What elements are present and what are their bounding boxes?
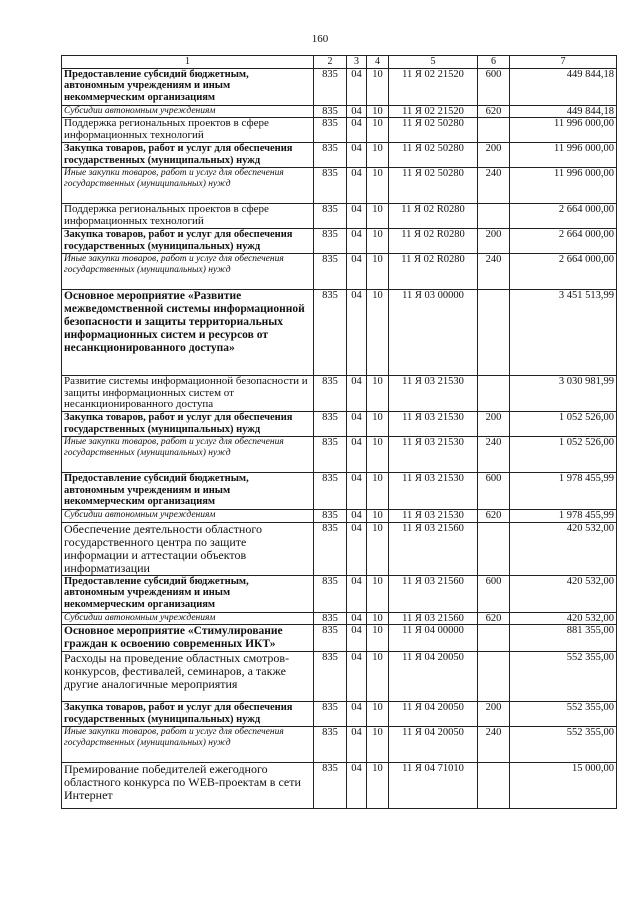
row-col-6: 600 <box>478 473 510 510</box>
row-col-2: 835 <box>314 168 347 204</box>
row-amount: 420 532,00 <box>510 522 617 575</box>
row-col-2: 835 <box>314 510 347 523</box>
row-col-4: 10 <box>367 763 389 809</box>
row-col-4: 10 <box>367 168 389 204</box>
row-name: Предоставление субсидий бюджетным, автономным учреждениям и иным некоммерческим организациям <box>62 575 314 612</box>
row-col-3: 04 <box>347 290 367 376</box>
row-col-5: 11 Я 04 00000 <box>389 625 478 652</box>
row-col-5: 11 Я 02 50280 <box>389 143 478 168</box>
row-name: Предоставление субсидий бюджетным, автономным учреждениям и иным некоммерческим организациям <box>62 473 314 510</box>
table-row <box>62 473 617 510</box>
row-col-2: 835 <box>314 522 347 575</box>
row-col-4: 10 <box>367 510 389 523</box>
row-col-5: 11 Я 03 21560 <box>389 612 478 625</box>
table-row <box>62 118 617 143</box>
row-col-6: 200 <box>478 229 510 254</box>
row-col-4: 10 <box>367 652 389 702</box>
row-col-2: 835 <box>314 612 347 625</box>
row-name: Иные закупки товаров, работ и услуг для обеспечения государственных (муниципальных) нужд <box>62 168 314 204</box>
row-amount: 552 355,00 <box>510 727 617 763</box>
row-amount: 420 532,00 <box>510 612 617 625</box>
row-col-2: 835 <box>314 412 347 437</box>
row-name: Субсидии автономным учреждениям <box>62 105 314 118</box>
row-amount: 15 000,00 <box>510 763 617 809</box>
row-col-4: 10 <box>367 612 389 625</box>
row-col-2: 835 <box>314 105 347 118</box>
row-col-5: 11 Я 03 21530 <box>389 437 478 473</box>
row-col-6: 620 <box>478 612 510 625</box>
header-col-1: 1 <box>62 56 314 69</box>
row-col-3: 04 <box>347 702 367 727</box>
table-row <box>62 702 617 727</box>
row-amount: 881 355,00 <box>510 625 617 652</box>
row-col-3: 04 <box>347 612 367 625</box>
row-col-5: 11 Я 04 20050 <box>389 727 478 763</box>
row-col-3: 04 <box>347 143 367 168</box>
row-col-2: 835 <box>314 625 347 652</box>
row-amount: 2 664 000,00 <box>510 229 617 254</box>
row-name: Поддержка региональных проектов в сфере информационных технологий <box>62 204 314 229</box>
row-col-3: 04 <box>347 168 367 204</box>
row-col-3: 04 <box>347 652 367 702</box>
row-col-6: 200 <box>478 143 510 168</box>
header-col-6: 6 <box>478 56 510 69</box>
row-col-5: 11 Я 04 20050 <box>389 652 478 702</box>
row-col-4: 10 <box>367 290 389 376</box>
header-col-5: 5 <box>389 56 478 69</box>
table-row <box>62 204 617 229</box>
header-col-4: 4 <box>367 56 389 69</box>
row-col-4: 10 <box>367 625 389 652</box>
row-name: Иные закупки товаров, работ и услуг для обеспечения государственных (муниципальных) нужд <box>62 727 314 763</box>
header-row <box>62 56 617 69</box>
row-col-3: 04 <box>347 625 367 652</box>
row-col-6: 200 <box>478 702 510 727</box>
table-row <box>62 68 617 105</box>
row-col-3: 04 <box>347 254 367 290</box>
row-col-5: 11 Я 04 71010 <box>389 763 478 809</box>
row-col-3: 04 <box>347 522 367 575</box>
row-col-2: 835 <box>314 204 347 229</box>
row-col-2: 835 <box>314 702 347 727</box>
row-col-4: 10 <box>367 522 389 575</box>
row-col-6 <box>478 290 510 376</box>
row-col-5: 11 Я 03 21530 <box>389 376 478 412</box>
row-name: Иные закупки товаров, работ и услуг для обеспечения государственных (муниципальных) нужд <box>62 437 314 473</box>
row-col-3: 04 <box>347 575 367 612</box>
table-row <box>62 625 617 652</box>
row-amount: 1 978 455,99 <box>510 473 617 510</box>
row-col-6: 600 <box>478 575 510 612</box>
table-row <box>62 575 617 612</box>
table-row <box>62 652 617 702</box>
row-col-2: 835 <box>314 652 347 702</box>
row-amount: 1 978 455,99 <box>510 510 617 523</box>
table-row <box>62 229 617 254</box>
row-amount: 552 355,00 <box>510 702 617 727</box>
row-col-6 <box>478 522 510 575</box>
row-col-6 <box>478 204 510 229</box>
row-col-5: 11 Я 02 R0280 <box>389 204 478 229</box>
table-row <box>62 727 617 763</box>
row-col-3: 04 <box>347 118 367 143</box>
row-col-3: 04 <box>347 204 367 229</box>
row-col-3: 04 <box>347 510 367 523</box>
row-col-6: 620 <box>478 105 510 118</box>
row-col-4: 10 <box>367 437 389 473</box>
row-col-6: 200 <box>478 412 510 437</box>
row-col-5: 11 Я 03 21530 <box>389 412 478 437</box>
row-col-2: 835 <box>314 727 347 763</box>
table-row <box>62 763 617 809</box>
budget-table <box>61 55 617 809</box>
row-name: Иные закупки товаров, работ и услуг для обеспечения государственных (муниципальных) нужд <box>62 254 314 290</box>
row-col-6 <box>478 763 510 809</box>
row-col-4: 10 <box>367 412 389 437</box>
row-amount: 1 052 526,00 <box>510 412 617 437</box>
row-col-6 <box>478 652 510 702</box>
row-amount: 11 996 000,00 <box>510 118 617 143</box>
row-amount: 11 996 000,00 <box>510 143 617 168</box>
table-row <box>62 254 617 290</box>
row-col-4: 10 <box>367 105 389 118</box>
row-amount: 420 532,00 <box>510 575 617 612</box>
row-col-6: 620 <box>478 510 510 523</box>
row-col-3: 04 <box>347 473 367 510</box>
row-col-6 <box>478 118 510 143</box>
row-col-2: 835 <box>314 290 347 376</box>
row-name: Закупка товаров, работ и услуг для обеспечения государственных (муниципальных) нужд <box>62 702 314 727</box>
row-col-4: 10 <box>367 143 389 168</box>
table-row <box>62 412 617 437</box>
table-row <box>62 612 617 625</box>
row-name: Предоставление субсидий бюджетным, автономным учреждениям и иным некоммерческим организациям <box>62 68 314 105</box>
table-row <box>62 522 617 575</box>
row-col-5: 11 Я 02 R0280 <box>389 254 478 290</box>
table-row <box>62 510 617 523</box>
table-row <box>62 105 617 118</box>
row-name: Субсидии автономным учреждениям <box>62 510 314 523</box>
row-name: Закупка товаров, работ и услуг для обеспечения государственных (муниципальных) нужд <box>62 229 314 254</box>
row-col-2: 835 <box>314 118 347 143</box>
row-col-3: 04 <box>347 437 367 473</box>
row-col-3: 04 <box>347 376 367 412</box>
row-col-4: 10 <box>367 229 389 254</box>
row-col-3: 04 <box>347 229 367 254</box>
header-col-3: 3 <box>347 56 367 69</box>
row-name: Расходы на проведение областных смотров-конкурсов, фестивалей, семинаров, а также другие аналогичные мероприятия <box>62 652 314 702</box>
row-col-6 <box>478 376 510 412</box>
row-col-2: 835 <box>314 575 347 612</box>
row-name: Субсидии автономным учреждениям <box>62 612 314 625</box>
row-col-5: 11 Я 03 21560 <box>389 522 478 575</box>
row-col-3: 04 <box>347 68 367 105</box>
row-col-4: 10 <box>367 702 389 727</box>
table-row <box>62 143 617 168</box>
row-amount: 11 996 000,00 <box>510 168 617 204</box>
row-name: Закупка товаров, работ и услуг для обеспечения государственных (муниципальных) нужд <box>62 143 314 168</box>
row-col-2: 835 <box>314 473 347 510</box>
row-col-4: 10 <box>367 68 389 105</box>
row-col-5: 11 Я 03 21560 <box>389 575 478 612</box>
page-number: 160 <box>311 33 329 45</box>
table-row <box>62 437 617 473</box>
row-col-5: 11 Я 03 21530 <box>389 510 478 523</box>
row-col-2: 835 <box>314 229 347 254</box>
row-col-3: 04 <box>347 763 367 809</box>
row-amount: 3 451 513,99 <box>510 290 617 376</box>
row-name: Основное мероприятие «Развитие межведомственной системы информационной безопасности и защиты территориальных информационных систем и ресурсов от несанкционированного доступа» <box>62 290 314 376</box>
row-col-5: 11 Я 02 50280 <box>389 118 478 143</box>
row-amount: 2 664 000,00 <box>510 204 617 229</box>
row-col-5: 11 Я 03 21530 <box>389 473 478 510</box>
row-name: Развитие системы информационной безопасности и защиты информационных систем от несанкционированного доступа <box>62 376 314 412</box>
row-name: Премирование победителей ежегодного областного конкурса по WEB-проектам в сети Интернет <box>62 763 314 809</box>
header-col-2: 2 <box>314 56 347 69</box>
row-col-4: 10 <box>367 118 389 143</box>
row-name: Обеспечение деятельности областного государственного центра по защите информации и аттестации объектов информатизации <box>62 522 314 575</box>
row-col-6: 240 <box>478 727 510 763</box>
row-col-4: 10 <box>367 575 389 612</box>
row-col-6: 240 <box>478 437 510 473</box>
row-amount: 2 664 000,00 <box>510 254 617 290</box>
row-name: Закупка товаров, работ и услуг для обеспечения государственных (муниципальных) нужд <box>62 412 314 437</box>
row-col-6 <box>478 625 510 652</box>
row-amount: 1 052 526,00 <box>510 437 617 473</box>
row-col-5: 11 Я 03 00000 <box>389 290 478 376</box>
row-col-3: 04 <box>347 105 367 118</box>
row-col-5: 11 Я 02 R0280 <box>389 229 478 254</box>
row-col-5: 11 Я 04 20050 <box>389 702 478 727</box>
row-amount: 552 355,00 <box>510 652 617 702</box>
row-col-6: 240 <box>478 254 510 290</box>
row-col-4: 10 <box>367 376 389 412</box>
header-col-7: 7 <box>510 56 617 69</box>
row-col-4: 10 <box>367 254 389 290</box>
row-col-6: 600 <box>478 68 510 105</box>
row-col-4: 10 <box>367 473 389 510</box>
row-col-6: 240 <box>478 168 510 204</box>
row-col-2: 835 <box>314 143 347 168</box>
row-amount: 449 844,18 <box>510 105 617 118</box>
row-col-3: 04 <box>347 412 367 437</box>
row-amount: 3 030 981,99 <box>510 376 617 412</box>
row-col-2: 835 <box>314 376 347 412</box>
row-col-2: 835 <box>314 254 347 290</box>
table-row <box>62 376 617 412</box>
row-amount: 449 844,18 <box>510 68 617 105</box>
row-name: Поддержка региональных проектов в сфере информационных технологий <box>62 118 314 143</box>
row-name: Основное мероприятие «Стимулирование граждан к освоению современных ИКТ» <box>62 625 314 652</box>
row-col-5: 11 Я 02 50280 <box>389 168 478 204</box>
row-col-4: 10 <box>367 204 389 229</box>
table-row <box>62 168 617 204</box>
table-row <box>62 290 617 376</box>
row-col-4: 10 <box>367 727 389 763</box>
row-col-5: 11 Я 02 21520 <box>389 105 478 118</box>
row-col-2: 835 <box>314 763 347 809</box>
row-col-2: 835 <box>314 437 347 473</box>
row-col-5: 11 Я 02 21520 <box>389 68 478 105</box>
row-col-3: 04 <box>347 727 367 763</box>
row-col-2: 835 <box>314 68 347 105</box>
